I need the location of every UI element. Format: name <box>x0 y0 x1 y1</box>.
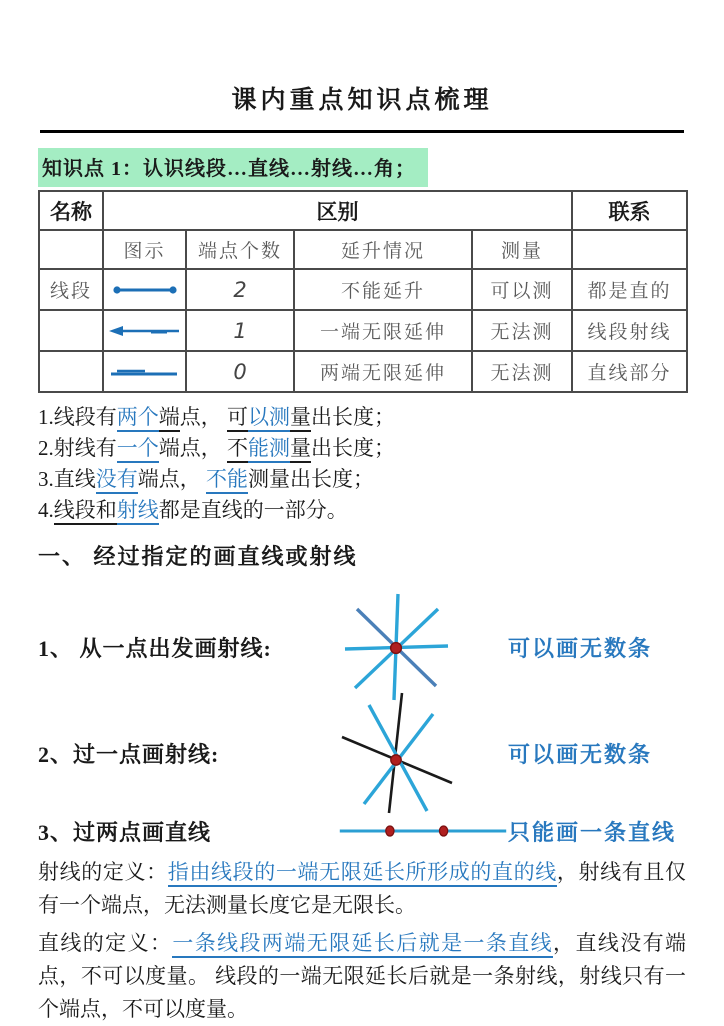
text-segment: 出长度； <box>311 405 395 429</box>
text-segment: 能测 <box>248 436 290 463</box>
text-segment: 不能 <box>206 467 248 494</box>
text-segment: 都是直线的一部分。 <box>158 498 348 522</box>
draw-item-3-label: 3、过两点画直线 <box>38 819 212 845</box>
text-segment: 2.射线有 <box>38 436 117 460</box>
text-segment: 两个 <box>117 405 159 432</box>
row-name <box>39 351 103 392</box>
col-header-distinguish: 区别 <box>103 191 572 230</box>
text-segment: 射线 <box>117 498 159 525</box>
col-header-relation: 联系 <box>572 191 687 230</box>
draw-item-3 <box>38 811 686 851</box>
draw-item-1-label: 1、 从一点出发画射线: <box>38 635 272 661</box>
text-segment: 端点， <box>158 436 227 460</box>
notes-list <box>38 402 686 526</box>
table-subheader-row <box>39 230 687 269</box>
knowledge-point-heading: 知识点 1：认识线段…直线…射线…角； <box>38 148 428 187</box>
text-segment: 直线的定义： <box>38 931 173 955</box>
text-segment: 一条线段两端无限延长后就是一条直线 <box>172 931 553 958</box>
text-segment: 一个 <box>117 436 159 463</box>
text-segment: 量 <box>290 436 311 463</box>
ray-definition <box>38 856 686 922</box>
row-name: 线段 <box>39 269 103 310</box>
text-segment: ，直线没有端点，不可以度量。 线段的一端无限延长后就是一条射线，射线只有一个端点，不可以度量。 <box>38 931 687 1021</box>
text-segment: 可 <box>227 405 248 432</box>
note-line-1 <box>38 402 686 433</box>
lines-through-one-point-figure <box>338 700 508 806</box>
row-relation: 都是直的 <box>572 269 687 310</box>
text-segment: ，射线有且仅有一个端点，无法测量长度它是无限长。 <box>38 860 687 917</box>
subheader-diagram: 图示 <box>103 230 186 269</box>
table-header-row <box>39 191 687 230</box>
text-segment: 点， <box>179 405 227 429</box>
ray-figure <box>103 310 186 351</box>
row-relation: 线段射线 <box>572 310 687 351</box>
text-segment: 射线的定义： <box>38 860 168 884</box>
subheader-empty <box>39 230 103 269</box>
page-title: 课内重点知识点梳理 <box>231 87 493 114</box>
text-segment: 测量出长度； <box>248 467 374 491</box>
row-extension: 不能延升 <box>294 269 472 310</box>
text-segment: 不 <box>227 436 248 463</box>
col-header-name: 名称 <box>39 191 103 230</box>
text-segment: 端点， <box>137 467 206 491</box>
subheader-measure: 测量 <box>472 230 572 269</box>
table-row-line <box>39 351 687 392</box>
subheader-extension: 延升情况 <box>294 230 472 269</box>
note-line-3 <box>38 464 686 495</box>
line-figure <box>103 351 186 392</box>
draw-item-2 <box>38 701 686 805</box>
text-segment: 指由线段的一端无限延长所形成的直的线 <box>168 860 557 887</box>
row-name <box>39 310 103 351</box>
subheader-endpoints: 端点个数 <box>186 230 294 269</box>
text-segment: 出长度； <box>311 436 395 460</box>
row-relation: 直线部分 <box>572 351 687 392</box>
row-measure: 无法测 <box>472 351 572 392</box>
heading-row <box>38 133 686 187</box>
text-segment: 量 <box>290 405 311 432</box>
comparison-table <box>38 190 688 393</box>
note-line-4 <box>38 495 686 526</box>
row-measure: 可以测 <box>472 269 572 310</box>
draw-item-3-note: 只能画一条直线 <box>508 819 677 845</box>
subheader-empty <box>572 230 687 269</box>
table-row-ray <box>39 310 687 351</box>
text-segment: 3.直线 <box>38 467 96 491</box>
table-row-segment <box>39 269 687 310</box>
text-segment: 没有 <box>96 467 138 494</box>
rays-from-one-point-figure <box>338 598 508 696</box>
text-segment: 以测 <box>248 405 290 432</box>
row-extension: 一端无限延伸 <box>294 310 472 351</box>
draw-item-1-note: 可以画无数条 <box>508 635 653 661</box>
row-extension: 两端无限延伸 <box>294 351 472 392</box>
line-through-two-points-figure <box>338 821 508 841</box>
text-segment: 端 <box>159 405 180 432</box>
draw-item-2-note: 可以画无数条 <box>508 741 653 767</box>
text-segment: 线段和 <box>54 498 117 525</box>
draw-item-2-label: 2、过一点画射线: <box>38 741 220 767</box>
text-segment: 1.线段有 <box>38 405 117 429</box>
section-heading: 一、 经过指定的画直线或射线 <box>38 544 358 569</box>
row-endpoint-count: 2 <box>186 269 294 310</box>
row-measure: 无法测 <box>472 310 572 351</box>
segment-figure <box>103 269 186 310</box>
row-endpoint-count: 1 <box>186 310 294 351</box>
text-segment: 4. <box>38 498 54 522</box>
line-definition <box>38 927 686 1026</box>
note-line-2 <box>38 433 686 464</box>
draw-item-1 <box>38 595 686 699</box>
row-endpoint-count: 0 <box>186 351 294 392</box>
